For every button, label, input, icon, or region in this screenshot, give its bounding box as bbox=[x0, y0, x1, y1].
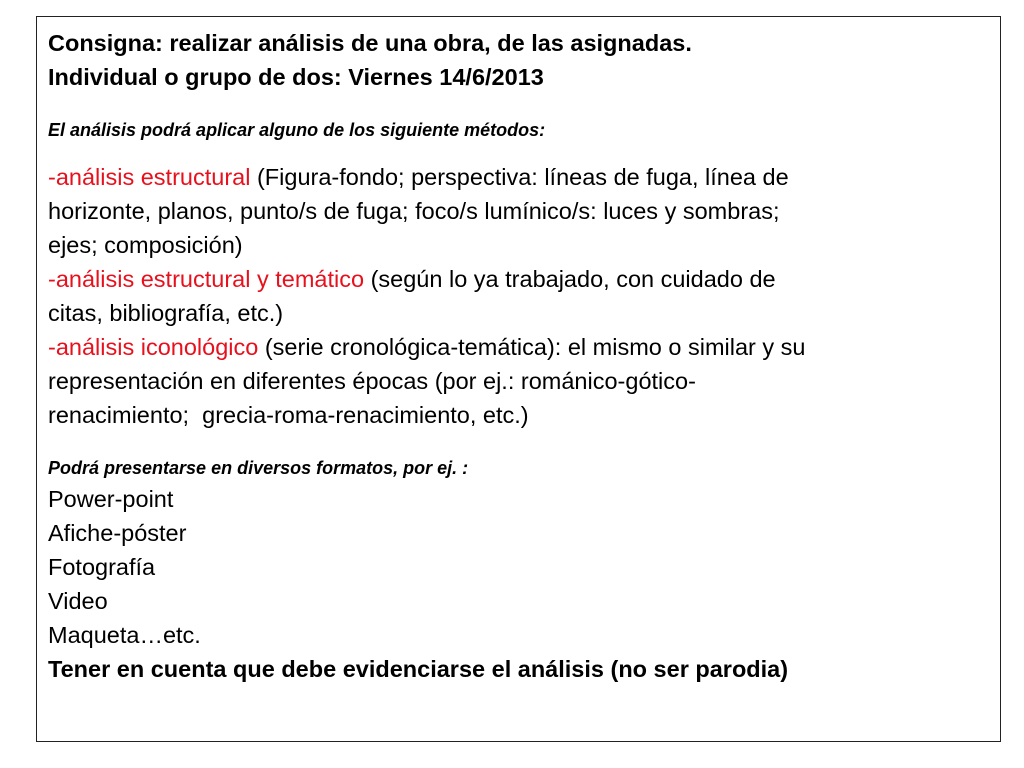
format-item-poster: Afiche-póster bbox=[48, 520, 187, 546]
spacer bbox=[48, 144, 988, 160]
format-item-video: Video bbox=[48, 588, 108, 614]
method-iconological-desc-a: (serie cronológica-temática): el mismo o similar y su bbox=[258, 334, 806, 360]
assignment-title: Consigna: realizar análisis de una obra, de las asignadas. bbox=[48, 30, 692, 56]
method-structural-prefix: - bbox=[48, 164, 56, 190]
method-structural-thematic-line-1 bbox=[48, 262, 988, 296]
method-iconological-prefix: - bbox=[48, 334, 56, 360]
slide-content bbox=[48, 26, 988, 686]
method-structural-name: análisis estructural bbox=[55, 164, 251, 190]
method-structural-thematic-prefix: - bbox=[48, 266, 56, 292]
method-structural-desc-b: horizonte, planos, punto/s de fuga; foco/s lumínico/s: luces y sombras; bbox=[48, 198, 780, 224]
format-item-photo: Fotografía bbox=[48, 554, 156, 580]
methods-intro: El análisis podrá aplicar alguno de los siguiente métodos: bbox=[48, 120, 546, 140]
assignment-subtitle: Individual o grupo de dos: Viernes 14/6/2013 bbox=[48, 64, 544, 90]
method-iconological-line-1 bbox=[48, 330, 988, 364]
spacer bbox=[48, 94, 988, 116]
format-item-model: Maqueta…etc. bbox=[48, 622, 201, 648]
method-iconological-name: análisis iconológico bbox=[55, 334, 259, 360]
method-structural-desc-c: ejes; composición) bbox=[48, 232, 243, 258]
closing-note: Tener en cuenta que debe evidenciarse el análisis (no ser parodia) bbox=[48, 656, 789, 682]
method-iconological-desc-c: renacimiento; grecia-roma-renacimiento, etc.) bbox=[48, 402, 529, 428]
spacer bbox=[48, 432, 988, 454]
method-structural-thematic-desc-a: (según lo ya trabajado, con cuidado de bbox=[364, 266, 776, 292]
formats-intro: Podrá presentarse en diversos formatos, por ej. : bbox=[48, 458, 469, 478]
method-structural-thematic-desc-b: citas, bibliografía, etc.) bbox=[48, 300, 284, 326]
method-structural-desc-a: (Figura-fondo; perspectiva: líneas de fuga, línea de bbox=[250, 164, 789, 190]
method-iconological-desc-b: representación en diferentes épocas (por ej.: románico-gótico- bbox=[48, 368, 696, 394]
method-structural-thematic-name: análisis estructural y temático bbox=[55, 266, 365, 292]
format-item-powerpoint: Power-point bbox=[48, 486, 174, 512]
method-structural-line-1 bbox=[48, 160, 988, 194]
